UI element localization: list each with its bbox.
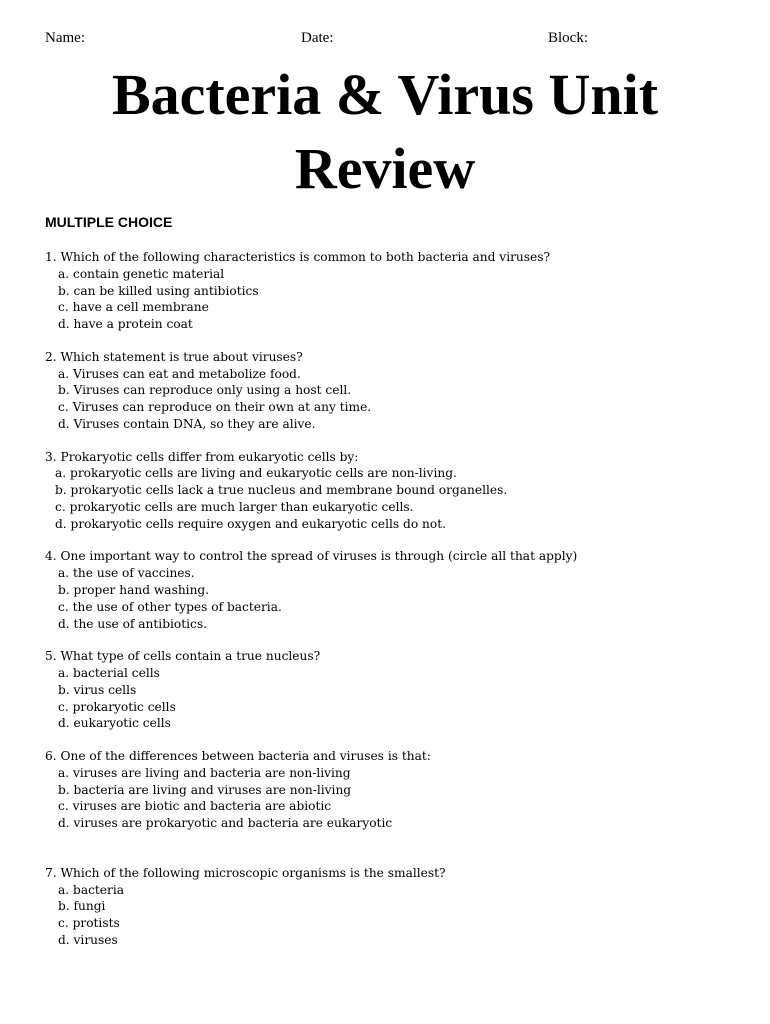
answer-option: c. prokaryotic cells <box>58 699 176 714</box>
question-4 <box>45 548 735 632</box>
answer-option: c. Viruses can reproduce on their own at any time. <box>58 400 372 415</box>
answer-option: a. bacteria <box>58 882 125 897</box>
answer-option: a. the use of vaccines. <box>58 566 195 581</box>
answer-option: d. eukaryotic cells <box>58 716 171 731</box>
question-text: 1. Which of the following characteristics is common to both bacteria and viruses? <box>45 250 551 264</box>
answer-option: c. protists <box>58 916 120 931</box>
question-3 <box>45 449 735 533</box>
answer-option: d. viruses <box>58 933 118 948</box>
answer-option: a. Viruses can eat and metabolize food. <box>58 366 301 381</box>
answer-option: b. virus cells <box>58 682 137 697</box>
question-text: 7. Which of the following microscopic organisms is the smallest? <box>45 865 446 880</box>
question-text: 4. One important way to control the spread of viruses is through (circle all that apply) <box>45 549 578 564</box>
question-6 <box>45 748 735 832</box>
page-title <box>0 58 770 206</box>
student-info-header <box>45 30 725 48</box>
question-2 <box>45 349 735 433</box>
answer-option: c. prokaryotic cells are much larger than eukaryotic cells. <box>55 499 414 514</box>
answer-option: a. viruses are living and bacteria are non-living <box>58 765 351 780</box>
answer-option: b. bacteria are living and viruses are non-living <box>58 782 352 797</box>
date-label: Date: <box>301 30 334 46</box>
question-list <box>45 249 735 965</box>
question-1 <box>45 249 735 333</box>
title-line-1: Bacteria & Virus Unit <box>111 62 659 127</box>
question-text: 3. Prokaryotic cells differ from eukaryotic cells by: <box>45 449 359 464</box>
question-text: 5. What type of cells contain a true nucleus? <box>45 649 321 664</box>
question-7 <box>45 865 735 949</box>
answer-option: d. viruses are prokaryotic and bacteria are eukaryotic <box>58 816 393 831</box>
answer-option: b. proper hand washing. <box>58 582 210 597</box>
block-label: Block: <box>548 30 588 46</box>
question-text: 2. Which statement is true about viruses? <box>45 349 303 364</box>
answer-option: d. have a protein coat <box>58 317 193 332</box>
answer-option: b. fungi <box>58 899 106 914</box>
answer-option: a. prokaryotic cells are living and eukaryotic cells are non-living. <box>55 466 457 481</box>
answer-option: c. the use of other types of bacteria. <box>58 599 282 614</box>
question-5 <box>45 648 735 732</box>
name-label: Name: <box>45 30 85 46</box>
section-heading: MULTIPLE CHOICE <box>45 214 173 230</box>
answer-option: a. bacterial cells <box>58 665 160 680</box>
answer-option: c. have a cell membrane <box>58 300 209 315</box>
answer-option: b. prokaryotic cells lack a true nucleus and membrane bound organelles. <box>55 483 508 498</box>
answer-option: d. Viruses contain DNA, so they are alive. <box>58 416 316 431</box>
answer-option: b. Viruses can reproduce only using a host cell. <box>58 383 352 398</box>
answer-option: a. contain genetic material <box>58 266 225 281</box>
question-text: 6. One of the differences between bacteria and viruses is that: <box>45 748 431 763</box>
answer-option: b. can be killed using antibiotics <box>58 283 259 298</box>
title-line-2: Review <box>294 136 476 201</box>
answer-option: d. prokaryotic cells require oxygen and eukaryotic cells do not. <box>55 516 446 531</box>
answer-option: d. the use of antibiotics. <box>58 616 207 631</box>
answer-option: c. viruses are biotic and bacteria are abiotic <box>58 799 332 814</box>
